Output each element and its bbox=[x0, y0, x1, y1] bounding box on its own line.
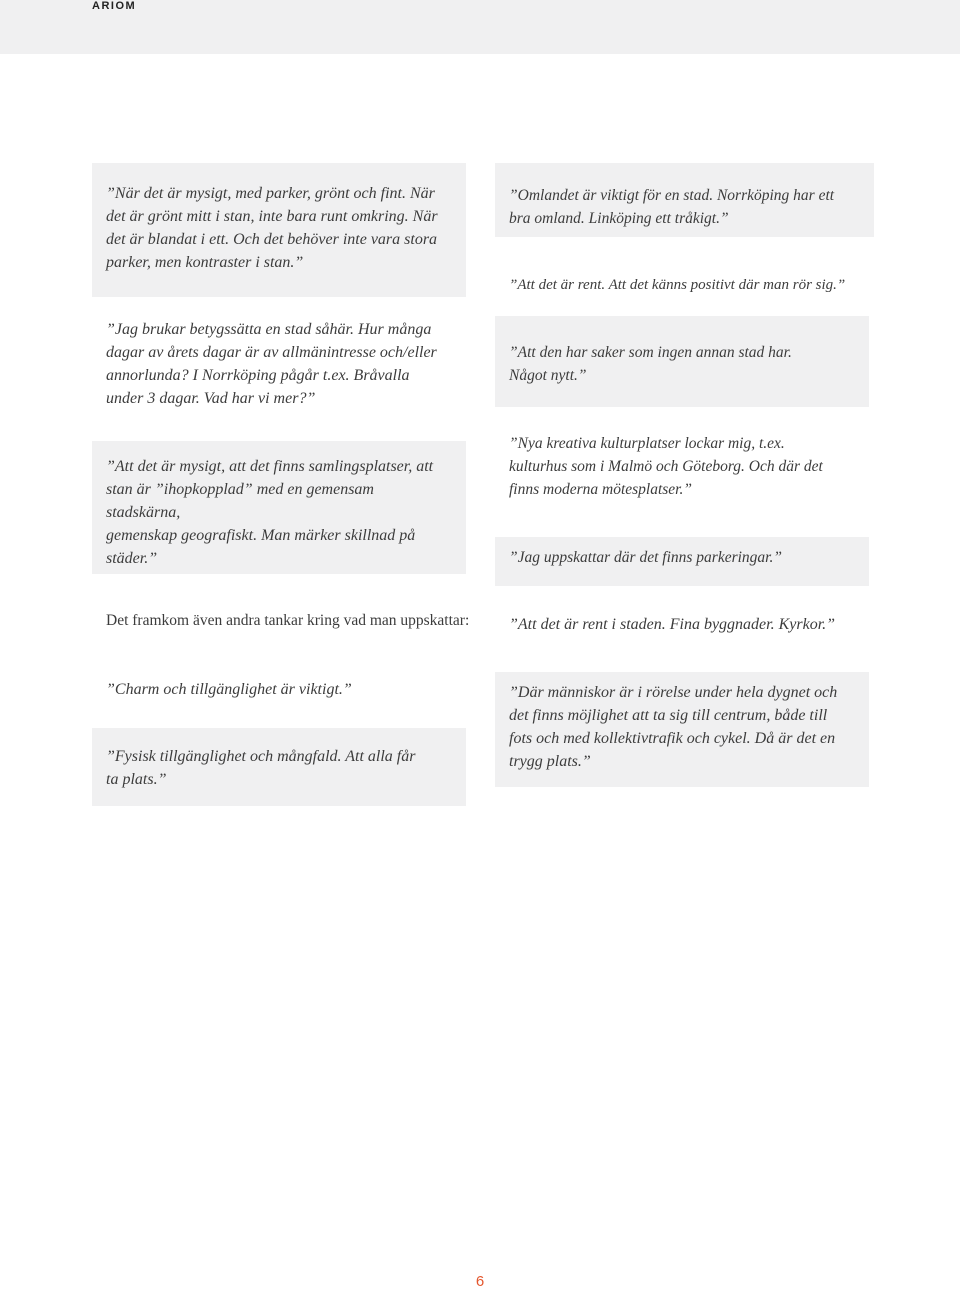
quote-box bbox=[495, 432, 874, 504]
quote-box bbox=[92, 676, 466, 708]
quote-text: ”Omlandet är viktigt för en stad. Norrköping har ett bra omland. Linköping ett tråkigt.” bbox=[509, 187, 835, 227]
quote-text: ”Fysisk tillgänglighet och mångfald. Att alla får ta plats.” bbox=[106, 748, 416, 788]
quote-box bbox=[495, 316, 869, 407]
page-number: 6 bbox=[475, 1273, 485, 1290]
quote-box bbox=[495, 672, 869, 787]
quote-box bbox=[495, 272, 874, 302]
header-bar bbox=[0, 0, 960, 54]
quote-box bbox=[495, 537, 869, 586]
quote-text: ”Att den har saker som ingen annan stad har. Något nytt.” bbox=[509, 344, 792, 384]
quote-text: ”Att det är rent i staden. Fina byggnader. Kyrkor.” bbox=[509, 616, 836, 633]
quote-box bbox=[92, 163, 466, 297]
quote-text: ”Charm och tillgänglighet är viktigt.” bbox=[106, 681, 352, 698]
quote-box bbox=[92, 310, 466, 420]
quote-text: ”Jag uppskattar där det finns parkeringar.” bbox=[509, 549, 782, 566]
quote-text: ”Jag brukar betygssätta en stad såhär. Hur många dagar av årets dagar är av allmänintresse och/eller annorlunda? I Norrköping pågår t.ex. Bråvalla under 3 dagar. Vad har vi mer?” bbox=[106, 321, 437, 407]
quote-text: ”Att det är mysigt, att det finns samlingsplatser, att stan är ”ihopkopplad” med en gemensam stadskärna, gemenskap geografiskt. Man märker skillnad på städer.” bbox=[106, 458, 434, 567]
quote-text: ”Där människor är i rörelse under hela dygnet och det finns möjlighet att ta sig till centrum, både till fots och med kollektivtrafik och cykel. Då är det en trygg plats.” bbox=[509, 684, 838, 770]
quote-text: ”Nya kreativa kulturplatser lockar mig, t.ex. kulturhus som i Malmö och Göteborg. Och där det finns moderna mötesplatser.” bbox=[509, 435, 823, 498]
quote-text: ”När det är mysigt, med parker, grönt och fint. När det är grönt mitt i stan, inte bara runt omkring. När det är blandat i ett. Och det behöver inte vara stora parker, men kontraster i stan.” bbox=[106, 185, 438, 271]
quote-box bbox=[92, 441, 466, 574]
quote-box bbox=[495, 163, 874, 237]
intro-text: Det framkom även andra tankar kring vad man uppskattar: bbox=[106, 612, 470, 629]
quote-box bbox=[92, 728, 466, 806]
quote-box bbox=[495, 611, 874, 641]
brand-logo-text: ARIOM bbox=[92, 0, 137, 12]
quote-text: ”Att det är rent. Att det känns positivt där man rör sig.” bbox=[509, 277, 846, 293]
